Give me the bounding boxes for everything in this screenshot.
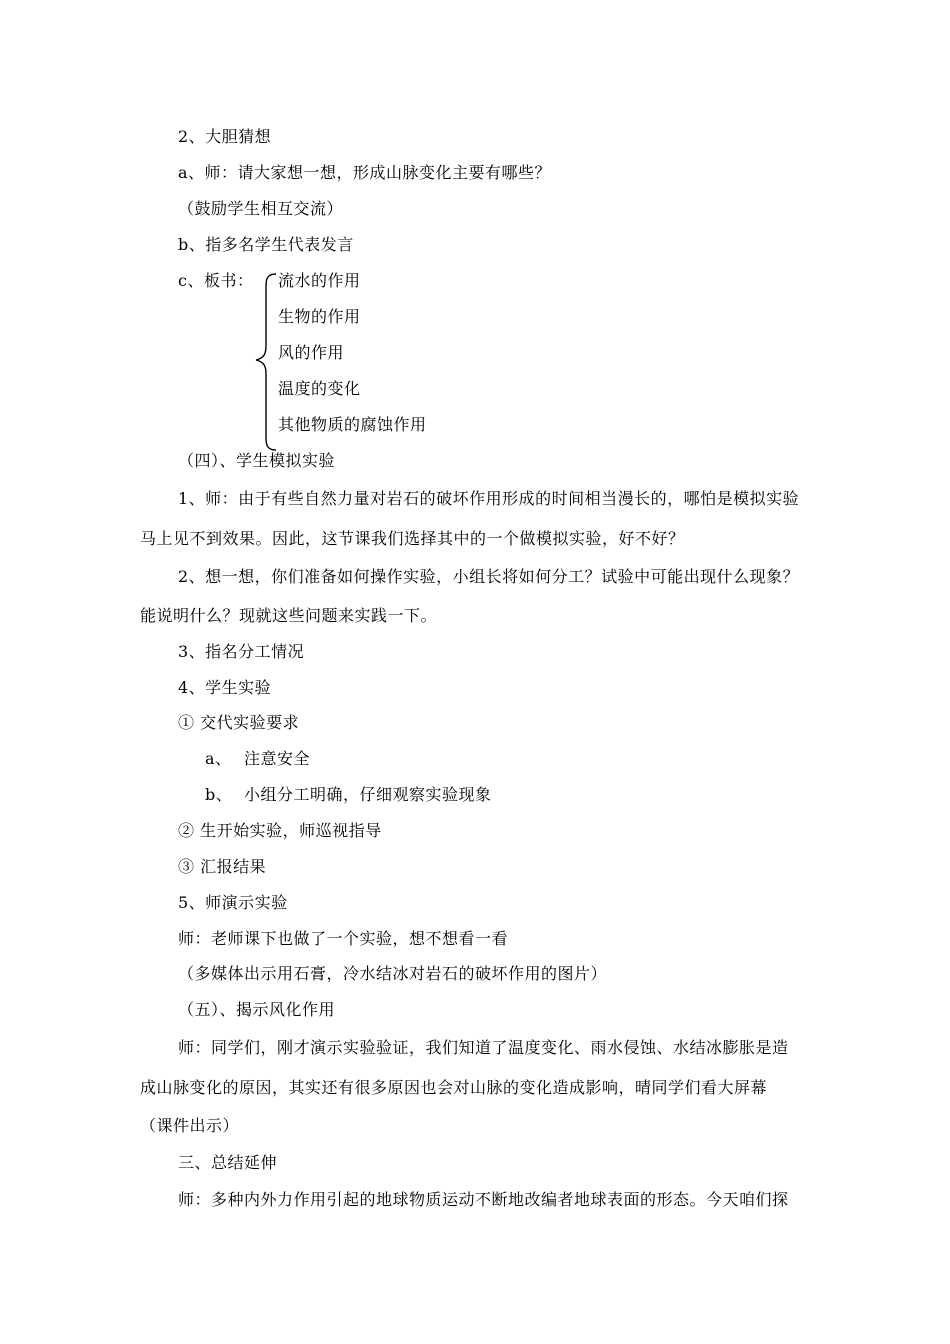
list-marker: b、 bbox=[205, 785, 233, 804]
paragraph-line: 成山脉变化的原因，其实还有很多原因也会对山脉的变化造成影响，晴同学们看大屏幕 bbox=[140, 1078, 768, 1097]
paragraph-line: 师：多种内外力作用引起的地球物质运动不断地改编者地球表面的形态。今天咱们探 bbox=[178, 1190, 789, 1209]
paragraph-line: b、指多名学生代表发言 bbox=[178, 235, 354, 254]
paragraph-line: a、师：请大家想一想，形成山脉变化主要有哪些？ bbox=[178, 163, 552, 182]
brace-icon bbox=[252, 272, 280, 452]
heading-guess: 2、大胆猜想 bbox=[178, 127, 272, 146]
paragraph-line: 师：同学们，刚才演示实验验证，我们知道了温度变化、雨水侵蚀、水结冰膨胀是造 bbox=[178, 1038, 789, 1057]
paragraph-line: （多媒体出示用石膏，冷水结冰对岩石的破坏作用的图片） bbox=[178, 964, 608, 983]
board-label: c、板书： bbox=[178, 271, 254, 290]
paragraph-line: 2、想一想，你们准备如何操作实验，小组长将如何分工？试验中可能出现什么现象？ bbox=[178, 567, 800, 586]
paragraph-line: ③ 汇报结果 bbox=[178, 857, 267, 876]
paragraph-line: 能说明什么？现就这些问题来实践一下。 bbox=[140, 606, 438, 625]
list-item: 注意安全 bbox=[244, 749, 311, 768]
paragraph-line: ① 交代实验要求 bbox=[178, 713, 300, 732]
list-marker: a、 bbox=[205, 749, 232, 768]
board-item: 温度的变化 bbox=[278, 379, 361, 398]
paragraph-line: 师：老师课下也做了一个实验，想不想看一看 bbox=[178, 929, 509, 948]
paragraph-line: 1、师：由于有些自然力量对岩石的破坏作用形成的时间相当漫长的，哪怕是模拟实验 bbox=[178, 489, 800, 508]
board-item: 其他物质的腐蚀作用 bbox=[278, 415, 427, 434]
paragraph-line: （鼓励学生相互交流） bbox=[178, 199, 344, 218]
paragraph-line: 马上见不到效果。因此，这节课我们选择其中的一个做模拟实验，好不好？ bbox=[140, 529, 685, 548]
board-item: 风的作用 bbox=[278, 343, 345, 362]
paragraph-line: （课件出示） bbox=[140, 1116, 240, 1135]
section-heading: （四）、学生模拟实验 bbox=[178, 451, 336, 470]
paragraph-line: 3、指名分工情况 bbox=[178, 642, 305, 661]
board-item: 流水的作用 bbox=[278, 271, 361, 290]
paragraph-line: ② 生开始实验，师巡视指导 bbox=[178, 821, 382, 840]
section-heading: 三、总结延伸 bbox=[178, 1153, 278, 1172]
board-item: 生物的作用 bbox=[278, 307, 361, 326]
paragraph-line: 5、师演示实验 bbox=[178, 893, 288, 912]
paragraph-line: 4、学生实验 bbox=[178, 678, 272, 697]
section-heading: （五）、揭示风化作用 bbox=[178, 1000, 336, 1019]
list-item: 小组分工明确，仔细观察实验现象 bbox=[244, 785, 492, 804]
